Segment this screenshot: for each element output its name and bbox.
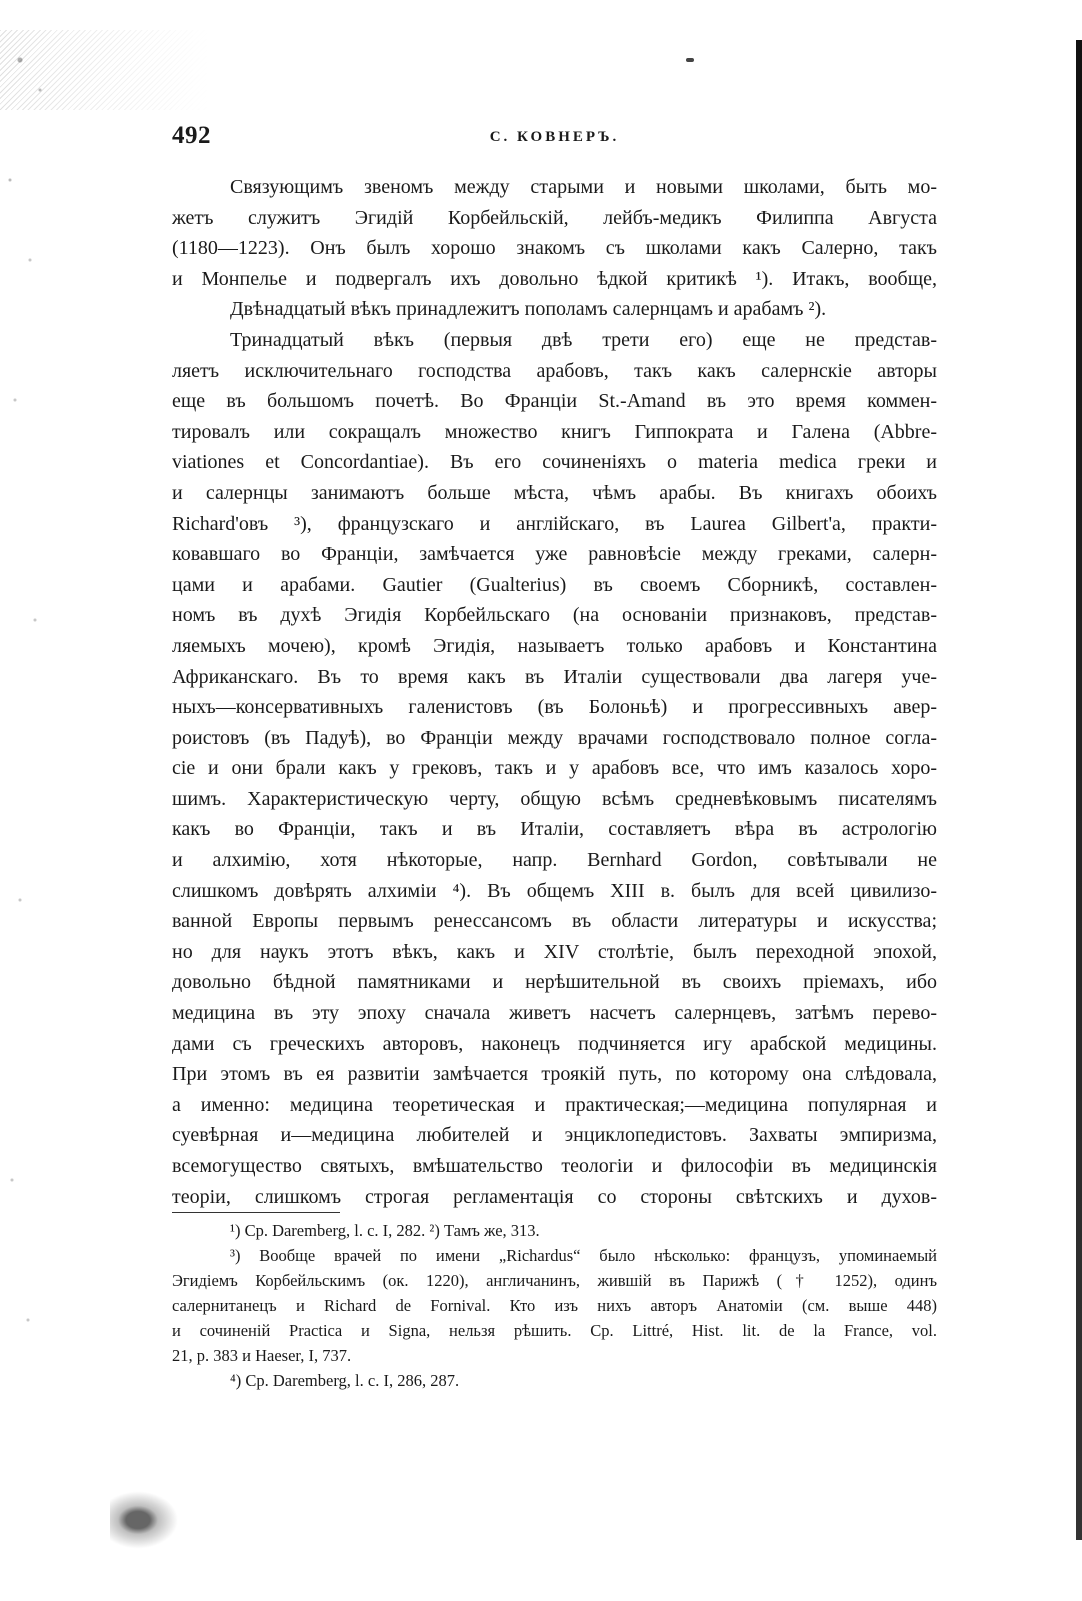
text-line: viationes et Concordantiae). Въ его сочиненіяхъ о materia medica греки и	[172, 451, 937, 474]
text-line: и алхимію, хотя нѣкоторые, напр. Bernhard Gordon, совѣтывали не	[172, 849, 937, 872]
text-line: довольно бѣдной памятниками и нерѣшительной въ своихъ пріемахъ, ибо	[172, 971, 937, 994]
footnote-divider	[172, 1212, 340, 1213]
text-line: слишкомъ довѣрять алхиміи ⁴). Въ общемъ XIII в. былъ для всей цивилизо-	[172, 879, 937, 902]
running-head: С. КОВНЕРЪ.	[489, 129, 620, 145]
text-line: ныхъ—консервативныхъ галенистовъ (въ Болоньѣ) и прогрессивныхъ авер-	[172, 696, 937, 719]
text-line: жетъ служитъ Эгидій Корбейльскій, лейбъ-медикъ Филиппа Августа	[172, 206, 937, 229]
text-line: и салернцы занимаютъ больше мѣста, чѣмъ арабы. Въ книгахъ обоихъ	[172, 481, 937, 504]
scan-ink-blot	[110, 1490, 180, 1550]
text-line: дами съ греческихъ авторовъ, наконецъ подчиняется игу арабской медицины.	[172, 1032, 937, 1055]
footnote-line: салернитанецъ и Richard de Fornival. Кто изъ нихъ авторъ Анатоміи (см. выше 448)	[172, 1296, 937, 1315]
text-line: номъ въ духѣ Эгидія Корбейльскаго (на основаніи признаковъ, представ-	[172, 604, 937, 627]
main-text	[172, 172, 937, 1212]
footnote-line: ⁴) Ср. Daremberg, l. c. I, 286, 287.	[230, 1371, 460, 1390]
text-line: суевѣрная и—медицина любителей и энциклопедистовъ. Захваты эмпиризма,	[172, 1124, 937, 1147]
footnote-line: Эгидіемъ Корбейльскимъ (ок. 1220), англичанинъ, жившій въ Парижѣ († 1252), одинъ	[172, 1271, 937, 1290]
text-line: сіе и они брали какъ у грековъ, такъ и у арабовъ все, что имъ казалось хоро-	[172, 757, 937, 780]
text-line: Связующимъ звеномъ между старыми и новыми школами, быть мо-	[230, 176, 937, 198]
text-line: тировалъ или сокращалъ множество книгъ Гиппократа и Галена (Abbre-	[172, 420, 937, 443]
text-line: Африканскаго. Въ то время какъ въ Италіи существовали два лагеря уче-	[172, 665, 937, 688]
page-number: 492	[172, 122, 211, 149]
footnote-line: ³) Вообще врачей по имени „Richardus“ было нѣсколько: французъ, упоминаемый	[230, 1246, 937, 1265]
text-line: Двѣнадцатый вѣкъ принадлежитъ пополамъ салернцамъ и арабамъ ²).	[230, 298, 827, 321]
text-line: цами и арабами. Gautier (Gualterius) въ своемъ Сборникѣ, составлен-	[172, 573, 937, 596]
text-line: медицина въ эту эпоху сначала живетъ насчетъ салернцевъ, затѣмъ перево-	[172, 1002, 937, 1025]
text-line: ляемыхъ мочею), кромѣ Эгидія, называетъ только арабовъ и Константина	[172, 634, 937, 657]
footnote-line: ¹) Ср. Daremberg, l. c. I, 282. ²) Тамъ же, 313.	[230, 1221, 540, 1240]
text-line: какъ во Франціи, такъ и въ Италіи, составляетъ вѣра въ астрологію	[172, 818, 937, 841]
page-header	[172, 118, 937, 152]
scan-corner-noise	[0, 30, 210, 110]
text-line: а именно: медицина теоретическая и практическая;—медицина популярная и	[172, 1093, 937, 1116]
text-line: шимъ. Характеристическую черту, общую всѣмъ средневѣковымъ писателямъ	[172, 787, 937, 810]
scan-right-edge-shadow	[1076, 40, 1082, 1540]
text-line: ванной Европы первымъ ренессансомъ въ области литературы и искусства;	[172, 910, 937, 933]
text-line: но для наукъ этотъ вѣкъ, какъ и XIV столѣтіе, былъ переходной эпохой,	[172, 940, 937, 963]
footnote-line: и сочиненій Practica и Signa, нельзя рѣшить. Ср. Littré, Hist. lit. de la France, vol.	[172, 1321, 937, 1340]
text-line: При этомъ въ ея развитіи замѣчается троякій путь, по которому она слѣдовала,	[172, 1063, 937, 1086]
text-line: теоріи, слишкомъ строгая регламентація со стороны свѣтскихъ и духов-	[172, 1185, 937, 1208]
text-line: ляетъ исключительнаго господства арабовъ, такъ какъ салернскіе авторы	[172, 359, 937, 382]
scan-speck	[686, 58, 694, 62]
footnote-line: 21, p. 383 и Haeser, I, 737.	[172, 1346, 352, 1365]
text-line: роистовъ (въ Падуѣ), во Франціи между врачами господствовало полное согла-	[172, 726, 937, 749]
footnotes	[172, 1218, 937, 1393]
text-line: (1180—1223). Онъ былъ хорошо знакомъ съ школами какъ Салерно, такъ	[172, 237, 937, 260]
scan-left-edge-noise	[0, 0, 70, 1601]
text-line: и Монпелье и подвергалъ ихъ довольно ѣдкой критикѣ ¹). Итакъ, вообще,	[172, 267, 937, 290]
text-line: Richard'овъ ³), французскаго и англійскаго, въ Laurea Gilbert'a, практи-	[172, 512, 937, 535]
text-line: Тринадцатый вѣкъ (первыя двѣ трети его) еще не представ-	[230, 328, 937, 351]
text-line: еще въ большомъ почетѣ. Во Франціи St.-Amand въ это время коммен-	[172, 390, 937, 413]
text-line: всемогущество святыхъ, вмѣшательство теологіи и философіи въ медицинскія	[172, 1155, 937, 1177]
text-line: ковавшаго во Франціи, замѣчается уже равновѣсіе между греками, салерн-	[172, 543, 937, 566]
